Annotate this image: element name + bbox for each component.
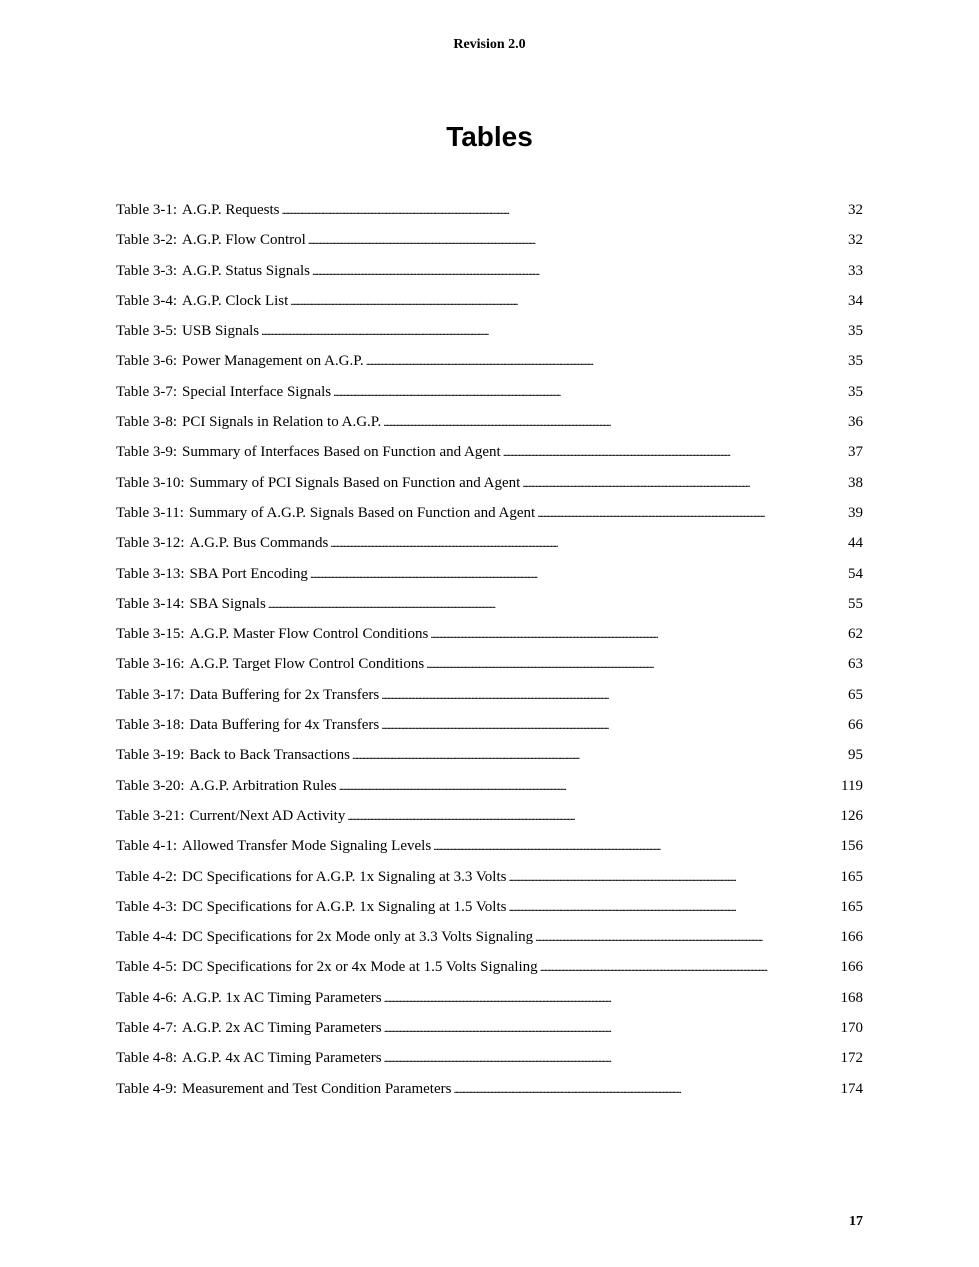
dot-leader <box>310 564 846 584</box>
toc-entry-label <box>116 442 501 462</box>
toc-page-number: 35 <box>848 383 863 400</box>
dot-leader <box>339 776 839 796</box>
toc-page-number: 126 <box>840 807 863 824</box>
table-title: SBA Port Encoding <box>189 565 308 582</box>
table-title: Special Interface Signals <box>182 383 332 400</box>
table-title: Data Buffering for 2x Transfers <box>189 686 380 703</box>
table-number: Table 3-6: <box>116 353 178 370</box>
toc-entry-label <box>116 503 535 523</box>
dot-leader <box>540 957 839 977</box>
table-number: Table 4-2: <box>116 868 178 885</box>
toc-entry-label <box>116 745 350 765</box>
dot-leader <box>508 897 838 917</box>
dot-leader <box>433 836 838 856</box>
dot-leader <box>347 806 838 826</box>
dot-leader <box>282 200 846 220</box>
toc-entry[interactable] <box>116 473 863 503</box>
toc-page-number: 174 <box>840 1080 863 1097</box>
dot-leader <box>333 382 846 402</box>
table-title: DC Specifications for 2x Mode only at 3.3 Volts Signaling <box>182 929 534 946</box>
table-title: A.G.P. Clock List <box>182 292 289 309</box>
dot-leader <box>290 291 846 311</box>
dot-leader <box>383 412 846 432</box>
table-title: Power Management on A.G.P. <box>182 353 364 370</box>
dot-leader <box>537 503 846 523</box>
toc-entry[interactable] <box>116 564 863 594</box>
dot-leader <box>503 442 846 462</box>
toc-page-number: 32 <box>848 202 863 218</box>
toc-page-number: 35 <box>848 323 863 340</box>
toc-entry-label <box>116 624 428 644</box>
dot-leader <box>522 473 846 493</box>
dot-leader <box>268 594 846 614</box>
toc-page-number: 34 <box>848 292 863 309</box>
table-number: Table 3-9: <box>116 444 178 461</box>
table-number: Table 4-9: <box>116 1080 178 1097</box>
toc-entry-label <box>116 382 331 402</box>
toc-page-number: 62 <box>848 626 863 643</box>
dot-leader <box>308 230 846 250</box>
table-title: Back to Back Transactions <box>189 747 350 764</box>
toc-entry[interactable] <box>116 988 863 1018</box>
table-title: A.G.P. Target Flow Control Conditions <box>189 656 425 673</box>
table-number: Table 3-14: <box>116 595 185 612</box>
toc-entry[interactable] <box>116 412 863 442</box>
toc-entry[interactable] <box>116 806 863 836</box>
table-title: DC Specifications for A.G.P. 1x Signaling at 1.5 Volts <box>182 898 507 915</box>
table-title: A.G.P. Flow Control <box>182 232 306 249</box>
toc-entry-label <box>116 654 424 674</box>
table-title: A.G.P. Requests <box>182 202 280 218</box>
toc-page-number: 39 <box>848 504 863 521</box>
toc-entry-label <box>116 957 538 977</box>
toc-entry-label <box>116 351 364 371</box>
toc-page-number: 37 <box>848 444 863 461</box>
dot-leader <box>312 261 846 281</box>
toc-page-number: 35 <box>848 353 863 370</box>
toc-entry[interactable] <box>116 230 863 260</box>
toc-entry-label <box>116 897 506 917</box>
page-title: Tables <box>446 121 533 152</box>
toc-entry[interactable] <box>116 1048 863 1078</box>
table-number: Table 3-5: <box>116 323 178 340</box>
toc-entry[interactable] <box>116 594 863 624</box>
table-title: Data Buffering for 4x Transfers <box>189 717 380 734</box>
dot-leader <box>330 533 846 553</box>
table-title: PCI Signals in Relation to A.G.P. <box>182 414 382 431</box>
toc-entry-label <box>116 685 379 705</box>
toc-entry-label <box>116 261 310 281</box>
table-title: A.G.P. 4x AC Timing Parameters <box>182 1050 382 1067</box>
toc-entry[interactable] <box>116 351 863 381</box>
toc-entry[interactable] <box>116 1018 863 1048</box>
toc-entry[interactable] <box>116 897 863 927</box>
dot-leader <box>384 988 839 1008</box>
table-number: Table 3-7: <box>116 383 178 400</box>
running-header: Revision 2.0 <box>453 37 526 52</box>
toc-entry-label <box>116 230 306 250</box>
toc-entry[interactable] <box>116 927 863 957</box>
toc-page-number: 170 <box>840 1020 863 1037</box>
toc-page-number: 44 <box>848 535 863 552</box>
table-number: Table 3-17: <box>116 686 185 703</box>
toc-page-number: 55 <box>848 595 863 612</box>
toc-entry-label <box>116 1079 451 1099</box>
toc-entry[interactable] <box>116 1079 863 1109</box>
dot-leader <box>352 745 846 765</box>
table-title: DC Specifications for A.G.P. 1x Signaling at 3.3 Volts <box>182 868 507 885</box>
toc-page-number: 165 <box>840 898 863 915</box>
toc-entry-label <box>116 412 381 432</box>
toc-entry[interactable] <box>116 200 863 230</box>
dot-leader <box>384 1018 839 1038</box>
table-number: Table 3-18: <box>116 717 185 734</box>
dot-leader <box>261 321 846 341</box>
toc-page-number: 65 <box>848 686 863 703</box>
toc-entry-label <box>116 533 328 553</box>
table-number: Table 4-8: <box>116 1050 178 1067</box>
dot-leader <box>366 351 846 371</box>
page-number: 17 <box>849 1214 863 1229</box>
dot-leader <box>535 927 838 947</box>
table-number: Table 3-10: <box>116 474 185 491</box>
toc-entry-label <box>116 291 288 311</box>
table-number: Table 4-5: <box>116 959 178 976</box>
table-title: Summary of A.G.P. Signals Based on Function and Agent <box>188 504 536 521</box>
table-number: Table 4-6: <box>116 989 178 1006</box>
toc-entry[interactable] <box>116 776 863 806</box>
dot-leader <box>430 624 846 644</box>
toc-entry-label <box>116 594 266 614</box>
toc-entry[interactable] <box>116 957 863 987</box>
toc-page-number: 33 <box>848 262 863 279</box>
toc-page-number: 166 <box>840 929 863 946</box>
toc-entry[interactable] <box>116 685 863 715</box>
toc-entry[interactable] <box>116 745 863 775</box>
toc-page-number: 54 <box>848 565 863 582</box>
toc-page-number: 165 <box>840 868 863 885</box>
toc-entry[interactable] <box>116 321 863 351</box>
table-number: Table 3-15: <box>116 626 185 643</box>
list-of-tables <box>116 200 863 1109</box>
toc-entry-label <box>116 473 520 493</box>
table-number: Table 3-8: <box>116 414 178 431</box>
toc-entry[interactable] <box>116 533 863 563</box>
toc-entry[interactable] <box>116 442 863 472</box>
table-number: Table 3-2: <box>116 232 178 249</box>
table-title: A.G.P. 2x AC Timing Parameters <box>182 1020 382 1037</box>
table-title: Summary of PCI Signals Based on Function and Agent <box>189 474 521 491</box>
table-title: DC Specifications for 2x or 4x Mode at 1.5 Volts Signaling <box>182 959 538 976</box>
table-number: Table 3-3: <box>116 262 178 279</box>
toc-entry[interactable] <box>116 624 863 654</box>
toc-entry-label <box>116 1018 382 1038</box>
table-title: A.G.P. Status Signals <box>182 262 310 279</box>
table-title: USB Signals <box>182 323 260 340</box>
toc-entry-label <box>116 564 308 584</box>
table-title: A.G.P. Master Flow Control Conditions <box>189 626 429 643</box>
dot-leader <box>384 1048 839 1068</box>
table-number: Table 3-16: <box>116 656 185 673</box>
toc-entry-label <box>116 806 345 826</box>
dot-leader <box>453 1079 838 1099</box>
toc-page-number: 119 <box>841 777 863 794</box>
dot-leader <box>426 654 846 674</box>
toc-entry[interactable] <box>116 382 863 412</box>
toc-entry-label <box>116 321 259 341</box>
dot-leader <box>381 685 846 705</box>
table-title: Allowed Transfer Mode Signaling Levels <box>182 838 432 855</box>
toc-entry[interactable] <box>116 654 863 684</box>
toc-entry[interactable] <box>116 261 863 291</box>
toc-page-number: 166 <box>840 959 863 976</box>
table-title: Summary of Interfaces Based on Function and Agent <box>182 444 501 461</box>
dot-leader <box>508 867 838 887</box>
toc-entry[interactable] <box>116 867 863 897</box>
toc-entry-label <box>116 776 337 796</box>
table-title: A.G.P. Arbitration Rules <box>189 777 337 794</box>
table-title: A.G.P. 1x AC Timing Parameters <box>182 989 382 1006</box>
table-title: SBA Signals <box>189 595 266 612</box>
table-number: Table 3-4: <box>116 292 178 309</box>
table-number: Table 4-4: <box>116 929 178 946</box>
toc-entry[interactable] <box>116 715 863 745</box>
toc-entry[interactable] <box>116 291 863 321</box>
toc-entry-label <box>116 927 533 947</box>
toc-page-number: 38 <box>848 474 863 491</box>
table-number: Table 4-7: <box>116 1020 178 1037</box>
toc-entry[interactable] <box>116 503 863 533</box>
toc-page-number: 32 <box>848 232 863 249</box>
toc-entry[interactable] <box>116 836 863 866</box>
table-number: Table 3-11: <box>116 504 184 521</box>
toc-entry-label <box>116 200 280 220</box>
toc-entry-label <box>116 1048 382 1068</box>
toc-page-number: 168 <box>840 989 863 1006</box>
table-number: Table 4-1: <box>116 838 178 855</box>
toc-entry-label <box>116 715 379 735</box>
toc-entry-label <box>116 836 431 856</box>
toc-page-number: 63 <box>848 656 863 673</box>
toc-page-number: 156 <box>840 838 863 855</box>
table-number: Table 3-21: <box>116 807 185 824</box>
table-title: A.G.P. Bus Commands <box>189 535 329 552</box>
table-number: Table 3-1: <box>116 202 178 218</box>
table-number: Table 3-13: <box>116 565 185 582</box>
table-number: Table 4-3: <box>116 898 178 915</box>
toc-entry-label <box>116 867 506 887</box>
table-number: Table 3-19: <box>116 747 185 764</box>
toc-page-number: 66 <box>848 717 863 734</box>
toc-page-number: 95 <box>848 747 863 764</box>
toc-page-number: 172 <box>840 1050 863 1067</box>
toc-page-number: 36 <box>848 414 863 431</box>
table-number: Table 3-12: <box>116 535 185 552</box>
toc-entry-label <box>116 988 382 1008</box>
table-title: Measurement and Test Condition Parameters <box>182 1080 452 1097</box>
table-number: Table 3-20: <box>116 777 185 794</box>
dot-leader <box>381 715 846 735</box>
table-title: Current/Next AD Activity <box>189 807 346 824</box>
